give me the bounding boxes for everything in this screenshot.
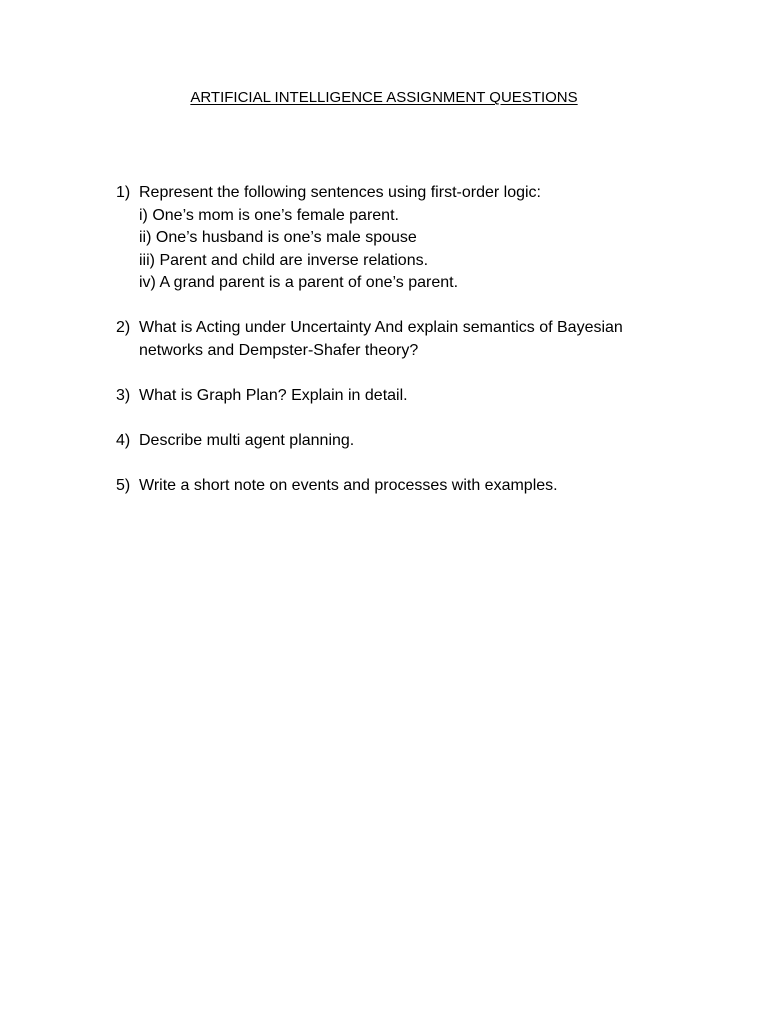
question-list [116,182,676,520]
question-item-3 [116,385,676,408]
question-number: 4) [116,431,131,449]
question-number: 3) [116,386,131,404]
question-item-1 [116,182,676,295]
sub-item: iv) A grand parent is a parent of one’s parent. [139,274,459,291]
sub-item-list [139,205,676,295]
question-number: 2) [116,319,131,336]
question-item-2 [116,317,676,362]
sub-item: ii) One’s husband is one’s male spouse [139,229,417,246]
question-item-4 [116,430,676,453]
document-title: ARTIFICIAL INTELLIGENCE ASSIGNMENT QUESTIONS [190,89,578,106]
question-text: Describe multi agent planning. [139,431,355,449]
sub-item: i) One’s mom is one’s female parent. [139,206,399,224]
question-text: Represent the following sentences using first-order logic: [139,184,541,201]
question-item-5 [116,475,676,498]
question-number: 5) [116,476,131,494]
question-text: Write a short note on events and processes with examples. [139,476,558,494]
question-number: 1) [116,184,131,201]
sub-item: iii) Parent and child are inverse relations. [139,251,429,269]
question-text: What is Graph Plan? Explain in detail. [139,386,408,404]
question-text: What is Acting under Uncertainty And explain semantics of Bayesian networks and Dempster-Shafer theory? [139,319,623,359]
